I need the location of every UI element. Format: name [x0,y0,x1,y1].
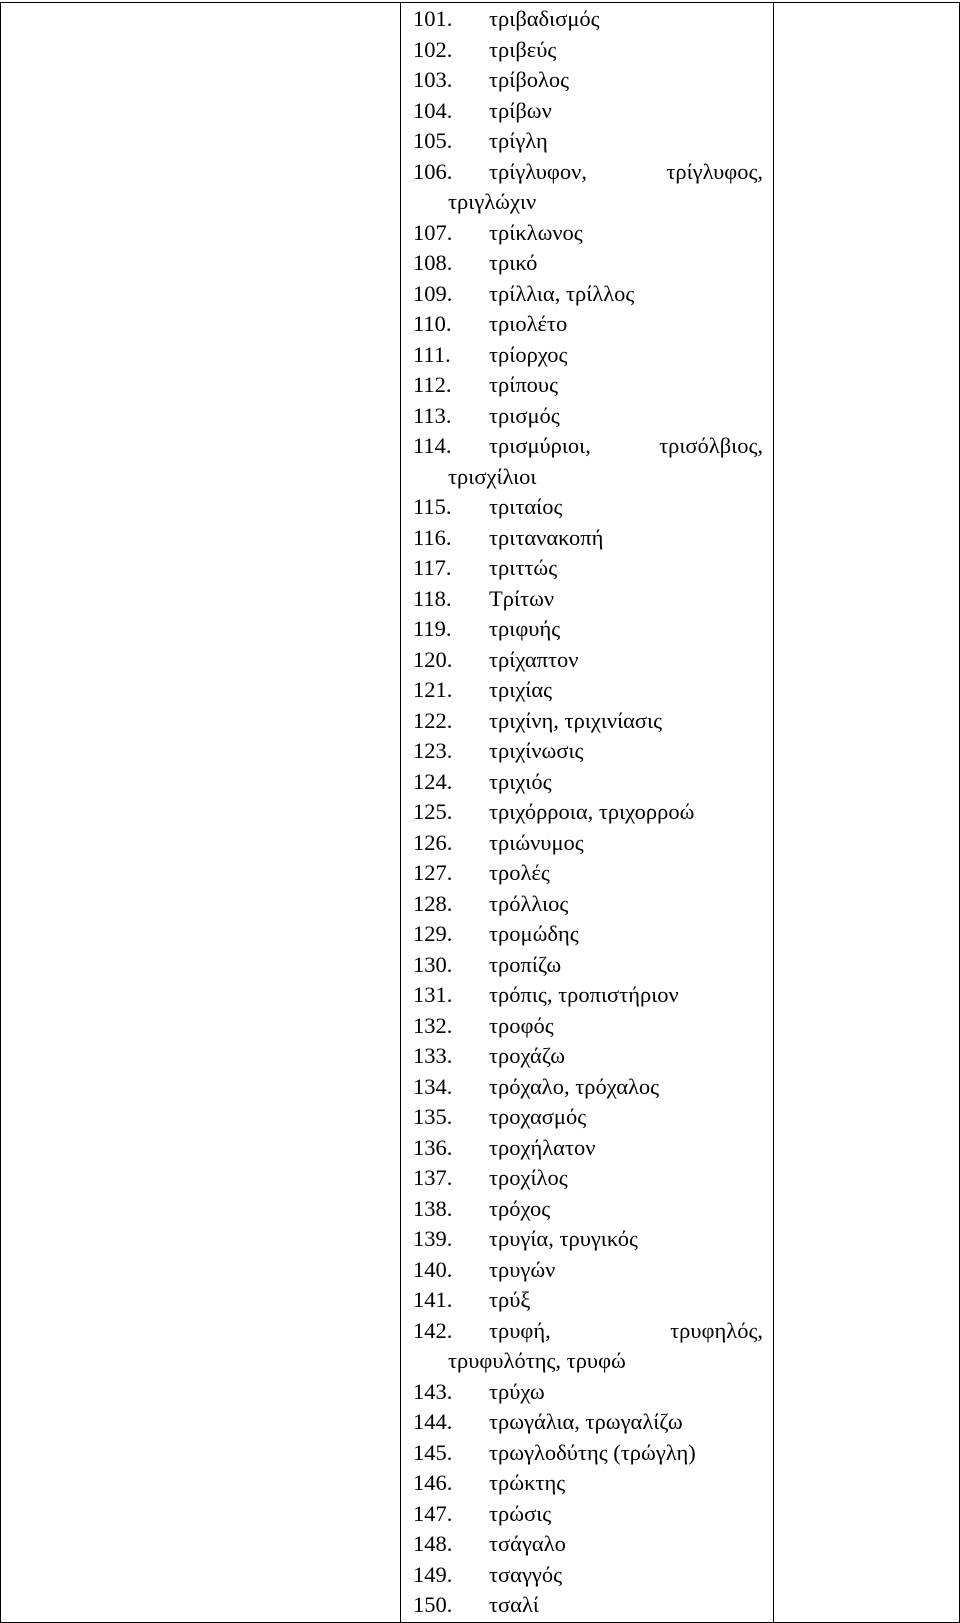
entry-number: 136. [413,1134,453,1160]
entry-word: τρόχος [489,1195,551,1221]
list-item [413,828,763,859]
entry-number: 143. [413,1378,453,1404]
entry-number: 126. [413,829,453,855]
entry-word: τρίγλυφον, [489,158,587,184]
list-item [413,1285,763,1316]
entry-number: 146. [413,1470,453,1495]
entry-word: τρυγία, τρυγικός [489,1226,638,1251]
list-item [413,248,763,279]
entry-word: τρίχαπτον [489,646,579,672]
entry-word: τρόχαλο, τρόχαλος [489,1073,660,1099]
list-item [413,340,763,371]
entry-number: 131. [413,982,453,1007]
list-item [413,431,763,492]
list-item [413,1590,763,1621]
table-column-right [773,3,960,1622]
entry-word: τρόλλιος [489,890,569,916]
list-item [413,645,763,676]
entry-number: 130. [413,951,453,977]
entry-number: 142. [413,1317,453,1343]
entry-number: 103. [413,67,453,92]
entry-word: τριολέτο [489,311,568,336]
list-item [413,1224,763,1255]
list-item [413,65,763,96]
list-item [413,1529,763,1560]
entry-word: τριώνυμος [489,829,584,855]
entry-number: 124. [413,768,453,794]
entry-word: τρίβολος [489,67,570,92]
table-column-left [0,3,400,1622]
entry-word: τριβεύς [489,36,557,62]
entry-word: τρισμύριοι, [489,433,591,458]
entry-number: 110. [413,311,452,336]
entry-number: 139. [413,1226,453,1251]
entry-word: τριχίνη, τριχινίασις [489,707,663,733]
entry-number: 121. [413,677,453,702]
list-item [413,1438,763,1469]
entry-number: 135. [413,1104,453,1129]
entry-word: τριχίνωσις [489,738,584,763]
entry-list [413,4,763,1621]
entry-word: τρυφηλός, [670,1317,763,1343]
entry-word: τρίπους [489,372,558,397]
entry-word: τρίβων [489,97,552,123]
entry-word: τριτανακοπή [489,524,604,550]
entry-number: 127. [413,860,453,885]
entry-word: τρίλλια, τρίλλος [489,280,635,306]
entry-word: τρίγλη [489,128,548,153]
list-item [413,1011,763,1042]
entry-word: τριφυής [489,616,561,641]
entry-continuation: τρισχίλιοι [448,463,537,489]
entry-word: τρίορχος [489,341,568,367]
entry-word: τριχιός [489,768,552,794]
entry-word: τρίκλωνος [489,219,583,245]
entry-word: τρωγάλια, τρωγαλίζω [489,1409,683,1434]
entry-number: 123. [413,738,453,763]
entry-first-line [413,431,763,462]
entry-word: τριχόρροια, τριχορροώ [489,799,695,824]
entry-word: τροχίλος [489,1165,568,1190]
list-item [413,614,763,645]
entry-number: 149. [413,1561,453,1587]
entry-word: τρόπις, τροπιστήριον [489,982,679,1007]
list-item [413,767,763,798]
entry-word: τρύξ [489,1287,531,1312]
entry-number: 138. [413,1195,453,1221]
list-item [413,1133,763,1164]
entry-number: 109. [413,280,453,306]
list-item [413,1041,763,1072]
entry-word: τρώκτης [489,1470,566,1495]
entry-word: τσαλί [489,1592,539,1617]
entry-word: τροχασμός [489,1104,587,1129]
entry-first-line [413,1316,763,1347]
entry-word: τροπίζω [489,951,562,977]
list-item [413,157,763,218]
list-item [413,675,763,706]
entry-word: τρισμός [489,402,560,428]
list-item [413,1072,763,1103]
list-item [413,309,763,340]
list-item [413,1560,763,1591]
entry-word: Τρίτων [489,585,555,611]
entry-word: τριττώς [489,555,558,580]
list-item [413,553,763,584]
list-item [413,35,763,66]
entry-number: 106. [413,158,453,184]
entry-word: τρολές [489,860,550,885]
entry-word: τσάγαλο [489,1531,566,1556]
list-item [413,1499,763,1530]
list-item [413,96,763,127]
list-item [413,370,763,401]
list-item [413,584,763,615]
entry-word: τρώσις [489,1500,552,1526]
list-item [413,1102,763,1133]
entry-number: 120. [413,646,453,672]
entry-word: τροχάζω [489,1043,566,1068]
entry-number: 111. [413,341,451,367]
entry-word: τροχήλατον [489,1134,596,1160]
entry-number: 112. [413,372,452,397]
entry-number: 137. [413,1165,453,1190]
list-item [413,492,763,523]
entry-word: τρίγλυφος, [666,158,763,184]
entry-number: 129. [413,921,453,946]
entry-number: 101. [413,6,453,31]
entry-continuation: τρυφυλότης, τρυφώ [448,1348,626,1373]
entry-number: 116. [413,524,452,550]
entry-word: τρυφή, [489,1317,551,1343]
entry-number: 105. [413,128,453,153]
entry-word: τριβαδισμός [489,6,600,31]
entry-number: 108. [413,250,453,275]
list-item [413,1377,763,1408]
list-item [413,980,763,1011]
list-item [413,218,763,249]
list-item [413,1316,763,1377]
entry-number: 113. [413,402,452,428]
entry-word: τσαγγός [489,1561,563,1587]
list-item [413,797,763,828]
entry-word: τριταίος [489,494,563,519]
entry-number: 140. [413,1256,453,1282]
list-item [413,858,763,889]
list-item [413,1468,763,1499]
list-item [413,1163,763,1194]
entry-number: 122. [413,707,453,733]
entry-number: 125. [413,799,453,824]
entry-number: 150. [413,1592,453,1617]
entry-word: τρομώδης [489,921,579,946]
entry-number: 107. [413,219,453,245]
entry-number: 144. [413,1409,453,1434]
list-item [413,4,763,35]
entry-word: τρικό [489,250,538,275]
entry-number: 115. [413,494,452,519]
list-item [413,1255,763,1286]
list-item [413,706,763,737]
list-item [413,1194,763,1225]
entry-word: τροφός [489,1012,554,1038]
entry-number: 134. [413,1073,453,1099]
entry-number: 133. [413,1043,453,1068]
word-list-table [0,2,960,1623]
entry-number: 114. [413,433,452,458]
entry-word: τριχίας [489,677,553,702]
entry-number: 119. [413,616,452,641]
list-item [413,523,763,554]
entry-word: τρύχω [489,1378,545,1404]
list-item [413,950,763,981]
entry-number: 141. [413,1287,453,1312]
entry-first-line [413,157,763,188]
list-item [413,279,763,310]
entry-word: τρισόλβιος, [659,433,763,458]
entry-number: 118. [413,585,452,611]
list-item [413,126,763,157]
entry-number: 102. [413,36,453,62]
list-item [413,919,763,950]
table-column-entries [400,3,773,1622]
list-item [413,1407,763,1438]
entry-word: τρωγλοδύτης (τρώγλη) [489,1439,696,1465]
entry-number: 128. [413,890,453,916]
entry-continuation: τριγλώχιν [448,189,537,214]
entry-number: 145. [413,1439,453,1465]
entry-word: τρυγών [489,1256,556,1282]
entry-number: 117. [413,555,452,580]
entry-number: 104. [413,97,453,123]
list-item [413,401,763,432]
entry-number: 148. [413,1531,453,1556]
entry-number: 132. [413,1012,453,1038]
list-item [413,889,763,920]
entry-number: 147. [413,1500,453,1526]
list-item [413,736,763,767]
